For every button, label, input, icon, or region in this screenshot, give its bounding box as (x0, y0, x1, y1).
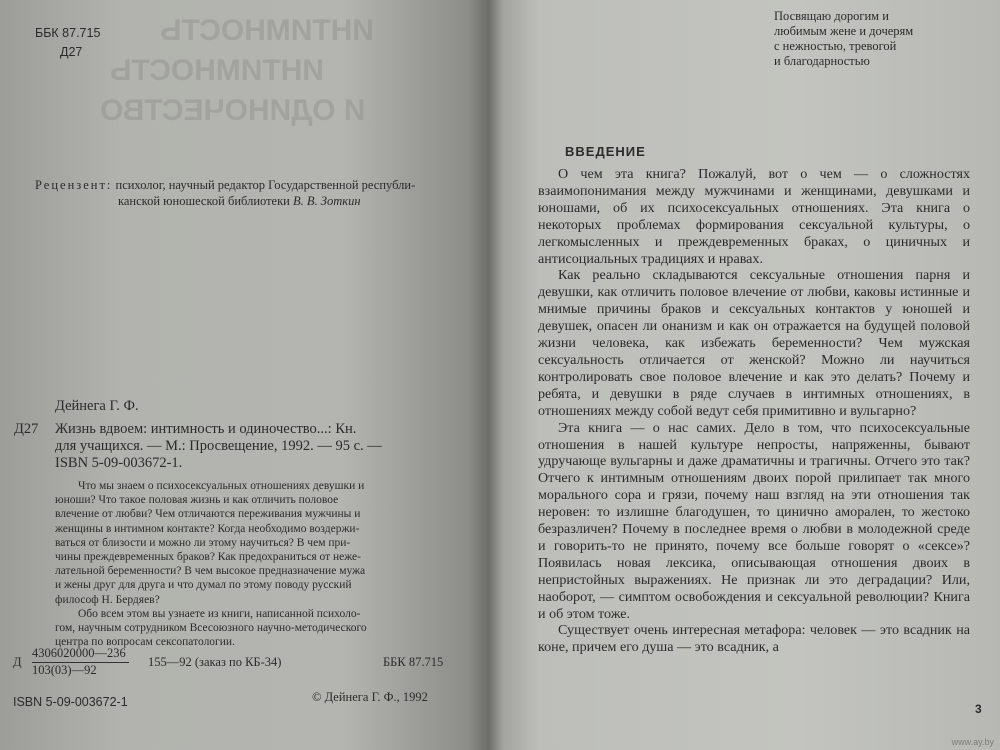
annotation-line: ваться от близости и можно ли этому научиться? В чем при- (55, 536, 351, 549)
reviewer-line (35, 177, 415, 193)
annotation-line: центра по вопросам сексопатологии. (55, 636, 235, 649)
catalog-line: ISBN 5-09-003672-1. (55, 455, 183, 471)
annotation-line: чины преждевременных браков? Как предохраниться от неже- (55, 551, 361, 563)
catalog-line: для учащихся. — М.: Просвещение, 1992. — 95 с. — (55, 438, 382, 454)
author-mark: Д27 (60, 45, 83, 59)
annotation-line: юноши? Что такое половая жизнь и как отличить половое (55, 494, 339, 507)
dedication-line: и благодарностью (774, 54, 870, 68)
fraction-prefix: Д (13, 655, 22, 669)
annotation-line: Обо всем этом вы узнаете из книги, написанной психоло- (78, 607, 361, 620)
copyright: © Дейнега Г. Ф., 1992 (312, 690, 428, 704)
bbk-bottom: ББК 87.715 (383, 655, 444, 669)
paragraph: Существует очень интересная метафора: человек — это всадник на коне, причем его душа — это всадник, а (538, 622, 970, 656)
fraction-denominator: 103(03)—92 (32, 663, 97, 677)
paragraph: О чем эта книга? Пожалуй, вот о чем — о сложностях взаимопонимания между мужчинами и женщинами, девушками и юношами, об их психосексуальных отношениях. Эта книга о некоторых проблемах формирования сексуальной культуры, о легкомысленных и преждевременных браках, о циничных и антисоциальных традициях и нравах. (538, 166, 970, 267)
right-page (488, 0, 1000, 750)
dedication-line: Посвящаю дорогим и (774, 9, 889, 23)
reviewer-line-2 (118, 193, 361, 209)
fraction-numerator: 4306020000—236 (32, 646, 129, 663)
annotation-line: Что мы знаем о психосексуальных отношениях девушки и (78, 480, 365, 492)
body-text (538, 166, 970, 656)
annotation-line: лательной беременности? В чем высокое предназначение мужа (55, 565, 366, 578)
section-title: ВВЕДЕНИЕ (565, 144, 646, 159)
print-order: 155—92 (заказ по КБ-34) (148, 655, 282, 669)
catalog-line: Жизнь вдвоем: интимность и одиночество...: Кн. (55, 421, 357, 437)
catalog-mark: Д27 (14, 421, 39, 437)
paragraph: Как реально складываются сексуальные отношения парня и девушки, как отличить половое влечение от любви, каковы истинные и мнимые причины браков и сексуальных контактов у юношей и девушек, опасен ли онанизм и как он отражается на будущей половой жизни человека, как избежать беременности? Чем мужская сексуальность отличается от женской? Можно ли научиться контролировать свое половое влечение и как это делать? Почему и ребята, и девушки в ряде случаев в интимных отношениях, в отношениях между собой ведут себя примитивно и вульгарно? (538, 267, 970, 419)
annotation-line: философ Н. Бердяев? (55, 593, 160, 606)
reviewer-name: В. В. Зоткин (293, 194, 361, 208)
reviewer-label: Рецензент: (35, 178, 113, 192)
isbn-bottom: ISBN 5-09-003672-1 (13, 695, 128, 709)
bbk-code: ББК 87.715 (35, 26, 101, 40)
paragraph: Эта книга — о нас самих. Дело в том, что психосексуальные отношения в нашей культуре непросты, напряженны, бывают удручающе вульгарны и даже драматичны и трагичны. Отчего это так? Отчего к интимным отношениям двоих порой прилипает так много морального сора и грязи, почему наш взгляд на эти отношения так неровен: то излишне благодушен, то цинично аморален, то жестоко безразличен? Почему в последнее время о любви в молодежной среде и говорить-то не принято, почему все больше говорят о «сексе»? Появилась новая лексика, описывающая отношения двоих в непристойных выражениях. Не признак ли это деградации? Или, наоборот, — симптом освобождения и сексуальной революции? Книга и об этом тоже. (538, 419, 970, 622)
dedication-line: любимым жене и дочерям (774, 24, 914, 38)
dedication-line: с нежностью, тревогой (774, 39, 897, 53)
annotation-line: женщины в интимном контакте? Когда необходимо воздержи- (55, 522, 360, 535)
annotation-line: влечение от любви? Чем отличаются переживания мужчины и (55, 508, 361, 521)
annotation-line: и жены друг для друга и что думал по этому поводу русский (55, 579, 352, 592)
author-heading: Дейнега Г. Ф. (55, 398, 139, 414)
mirror-bleed-line: ИНТИМНОСТЬ (160, 14, 374, 47)
mirror-bleed-line: И ОДИНОЧЕСТВО (100, 94, 366, 127)
page-number: 3 (975, 702, 982, 716)
reviewer-text: психолог, научный редактор Государственной республи- (115, 178, 416, 192)
mirror-bleed-line: ИНТИМНОСТЬ (110, 54, 324, 87)
watermark: www.ay.by (951, 737, 994, 747)
reviewer-institution: канской юношеской библиотеки (118, 194, 290, 208)
left-page (0, 0, 488, 750)
annotation-line: гом, научным сотрудником Всесоюзного научно-методического (55, 622, 367, 634)
